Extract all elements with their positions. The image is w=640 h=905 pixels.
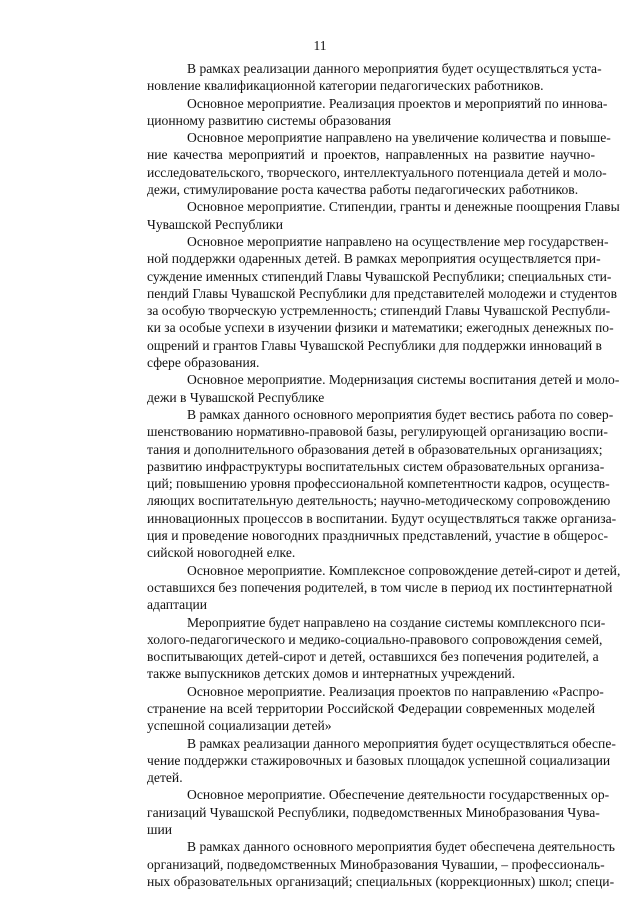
text-line: ций; повышению уровня профессиональной компетентности кадров, осуществ- — [147, 476, 610, 492]
text-line: ной поддержки одаренных детей. В рамках мероприятия осуществляется при- — [147, 251, 601, 267]
text-line: за особую творческую устремленность; стипендий Главы Чувашской Республи- — [147, 303, 611, 319]
paragraph — [107, 198, 620, 233]
paragraph — [107, 95, 608, 130]
text-line: Мероприятие будет направлено на создание системы комплексного пси- — [187, 614, 606, 630]
paragraph — [107, 371, 620, 406]
text-line: чение поддержки стажировочных и базовых площадок успешной социализации — [147, 752, 611, 768]
document-body — [107, 60, 621, 890]
text-line: В рамках реализации данного мероприятия будет осуществляться обеспе- — [187, 735, 616, 751]
paragraph — [107, 60, 602, 95]
text-line: новление квалификационной категории педагогических работников. — [147, 78, 544, 94]
paragraph — [107, 129, 611, 198]
text-line: также выпускников детских домов и интернатных учреждений. — [147, 666, 516, 682]
paragraph — [107, 562, 621, 614]
text-line: суждение именных стипендий Главы Чувашской Республики; специальных сти- — [147, 268, 612, 284]
text-line: дежи в Чувашской Республике — [147, 389, 325, 405]
text-line: ганизаций Чувашской Республики, подведомственных Минобразования Чува- — [147, 804, 600, 820]
text-line: развитию инфраструктуры воспитательных систем образовательных организа- — [147, 458, 605, 474]
text-line: Основное мероприятие. Стипендии, гранты и денежные поощрения Главы — [187, 199, 620, 215]
text-line: В рамках данного основного мероприятия будет вестись работа по совер- — [187, 406, 614, 422]
text-line: адаптации — [147, 597, 208, 613]
text-line: Чувашской Республики — [147, 216, 283, 232]
paragraph — [107, 786, 610, 838]
paragraph — [107, 406, 617, 562]
text-line: Основное мероприятие. Реализация проектов и мероприятий по иннова- — [187, 95, 608, 111]
text-line: Основное мероприятие. Обеспечение деятельности государственных ор- — [187, 787, 610, 803]
paragraph — [107, 233, 617, 371]
text-line: ционному развитию системы образования — [147, 112, 392, 128]
page-number: 11 — [313, 38, 327, 53]
text-line: Основное мероприятие. Модернизация системы воспитания детей и моло- — [187, 372, 620, 388]
text-line: шенствованию нормативно-правовой базы, регулирующей организацию воспи- — [147, 424, 608, 440]
text-line: тания и дополнительного образования детей в образовательных организациях; — [147, 441, 603, 457]
text-line: дежи, стимулирование роста качества работы педагогических работников. — [147, 182, 579, 198]
text-line: шии — [147, 822, 173, 838]
text-line: странение на всей территории Российской Федерации современных моделей — [147, 700, 595, 716]
text-line: сфере образования. — [147, 355, 260, 371]
text-line: детей. — [147, 770, 183, 786]
text-line: воспитывающих детей-сирот и детей, оставшихся без попечения родителей, а — [147, 649, 599, 665]
text-line: сийской новогодней елке. — [147, 545, 296, 561]
text-line: Основное мероприятие направлено на увеличение количества и повыше- — [187, 130, 611, 146]
paragraph — [107, 614, 606, 683]
text-line: успешной социализации детей» — [147, 718, 332, 734]
paragraph — [107, 735, 616, 787]
text-line: оставшихся без попечения родителей, в том числе в период их постинтернатной — [147, 579, 613, 595]
text-line: холого-педагогического и медико-социально-правового сопровождения семей, — [147, 631, 603, 647]
text-line: Основное мероприятие. Комплексное сопровождение детей-сирот и детей, — [187, 562, 621, 578]
text-line: исследовательского, творческого, интеллектуального потенциала детей и моло- — [147, 164, 607, 180]
text-line: ция и проведение новогодних праздничных представлений, участие в общерос- — [147, 528, 609, 544]
text-line: ки за особые успехи в изучении физики и математики; ежегодных денежных по- — [147, 320, 614, 336]
text-line: ляющих воспитательную деятельность; научно-методическому сопровождению — [147, 493, 611, 509]
text-line: В рамках реализации данного мероприятия будет осуществляться уста- — [187, 61, 602, 76]
text-line: организаций, подведомственных Минобразования Чувашии, – профессиональ- — [147, 856, 605, 872]
text-line: Основное мероприятие направлено на осуществление мер государствен- — [187, 233, 609, 249]
text-line: ощрений и грантов Главы Чувашской Республики для поддержки инноваций в — [147, 337, 602, 353]
text-line: Основное мероприятие. Реализация проектов по направлению «Распро- — [187, 683, 604, 699]
text-line: ние качества мероприятий и проектов, направленных на развитие научно- — [147, 147, 595, 163]
text-line: В рамках данного основного мероприятия будет обеспечена деятельность — [187, 839, 615, 855]
text-line: ных образовательных организаций; специальных (коррекционных) школ; специ- — [147, 873, 615, 889]
text-line: инновационных процессов в воспитании. Будут осуществляться также организа- — [147, 510, 617, 526]
text-line: пендий Главы Чувашской Республики для представителей молодежи и студентов — [147, 285, 617, 301]
paragraph — [107, 683, 604, 735]
paragraph — [107, 838, 615, 890]
